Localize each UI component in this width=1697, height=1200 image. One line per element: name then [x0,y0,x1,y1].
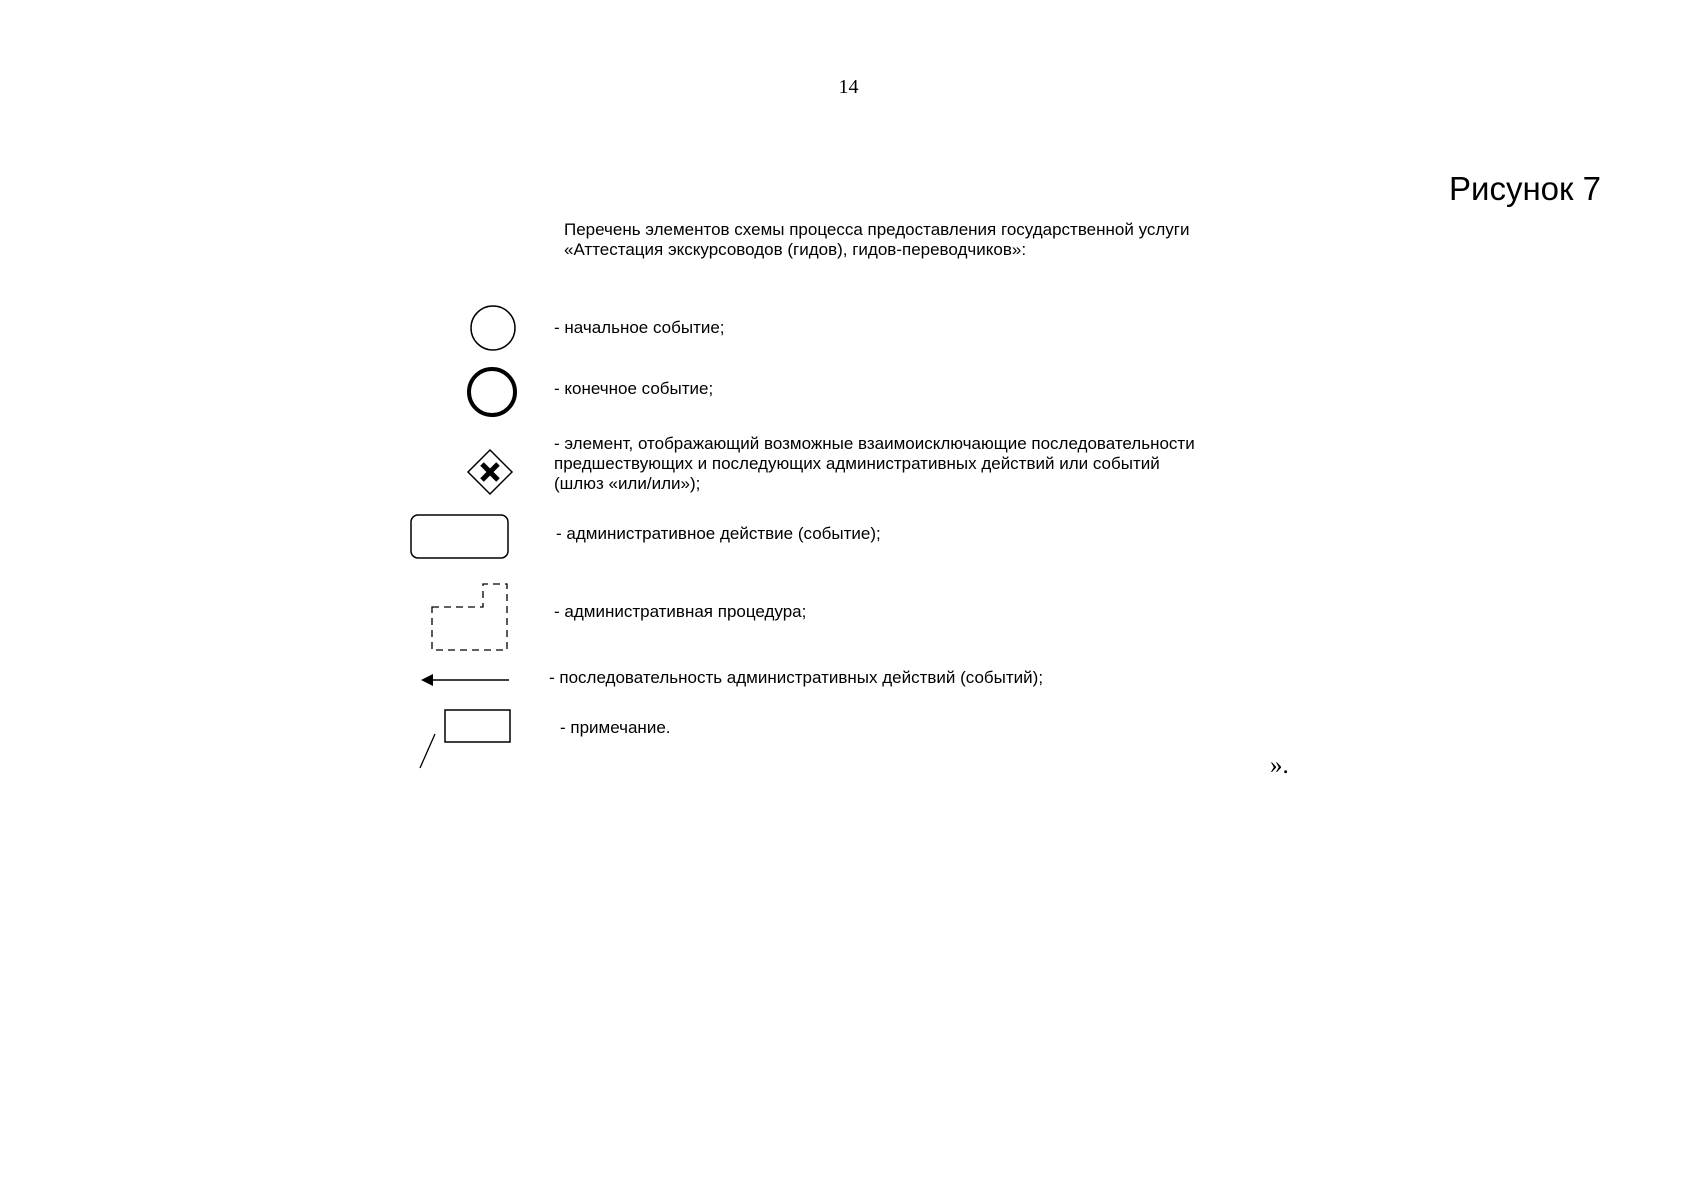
page-number: 14 [838,76,859,98]
admin-procedure-icon [430,582,512,652]
legend-heading [564,220,1190,260]
annotation-label: - примечание. [560,718,671,737]
annotation-icon [418,708,514,770]
admin-action-label: - административное действие (событие); [556,524,881,543]
heading-line-2: «Аттестация экскурсоводов (гидов), гидов-переводчиков»: [564,240,1027,259]
figure-label: Рисунок 7 [1449,170,1601,207]
gateway-label-line-3: (шлюз «или/или»); [554,474,701,493]
exclusive-gateway-icon [466,448,514,496]
sequence-arrow-icon [420,670,512,690]
admin-action-icon [410,514,510,560]
start-event-label: - начальное событие; [554,318,725,337]
start-event-icon [468,303,518,353]
sequence-flow-label: - последовательность административных действий (событий); [549,668,1044,687]
gateway-label-line-2: предшествующих и последующих административных действий или событий [554,454,1160,473]
gateway-label-line-1: - элемент, отображающий возможные взаимоисключающие последовательности [554,434,1195,453]
end-event-label: - конечное событие; [554,379,714,398]
gateway-label [554,434,1195,494]
heading-line-1: Перечень элементов схемы процесса предоставления государственной услуги [564,220,1190,239]
end-event-icon [466,366,518,418]
closing-quote-mark: ». [1270,752,1289,779]
admin-procedure-label: - административная процедура; [554,602,807,621]
